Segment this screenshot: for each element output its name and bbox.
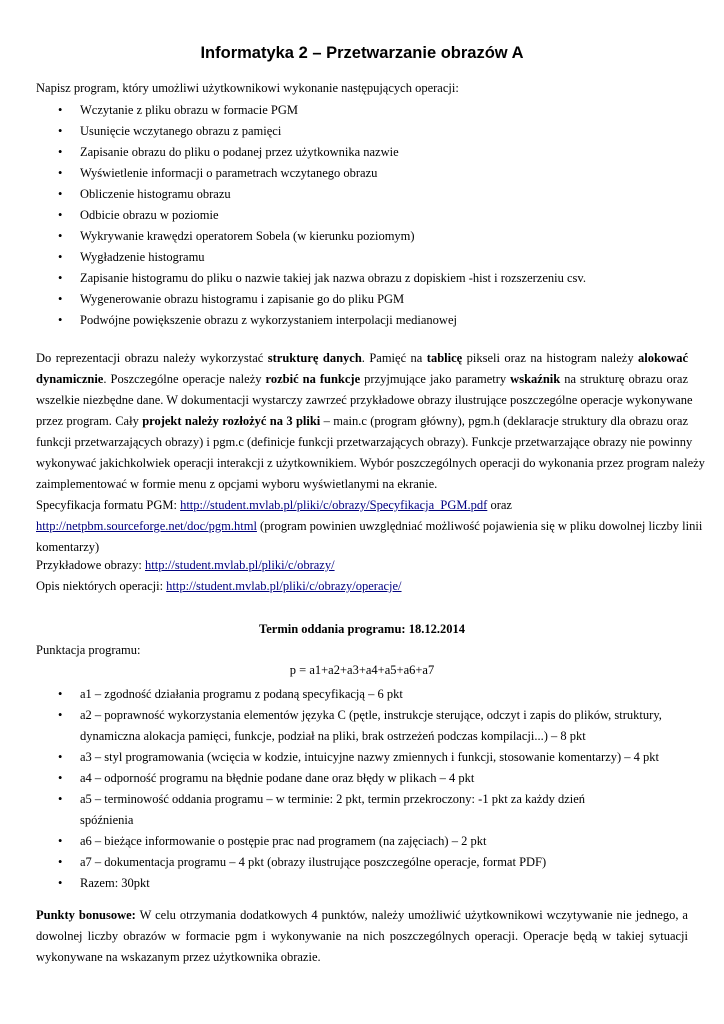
operations-list (36, 100, 688, 331)
scoring-formula: p = a1+a2+a3+a4+a5+a6+a7 (289, 663, 435, 677)
list-item: • a5 – terminowość oddania programu – w terminie: 2 pkt, termin przekroczony: -1 pkt za każdy dzień spóźnienia (58, 792, 586, 827)
intro-text: Napisz program, który umożliwi użytkownikowi wykonanie następujących operacji: (36, 81, 459, 95)
scoring-label: Punktacja programu: (36, 643, 141, 657)
list-item: • Wygenerowanie obrazu histogramu i zapisanie go do pliku PGM (58, 292, 405, 306)
list-item: • a2 – poprawność wykorzystania elementów języka C (pętle, instrukcje sterujące, odczyt i zapis do plików, struktury, dynamiczna alokacja pamięci, funkcje, podział na pliki, brak ostrzeżeń podczas kompilacji...) – 8 pkt (58, 708, 662, 743)
list-item: • Razem: 30pkt (58, 876, 150, 890)
spec-paragraph: Specyfikacja formatu PGM: http://student.mvlab.pl/pliki/c/obrazy/Specyfikacja_PGM.pdf oraz http://netpbm.sourceforge.net/doc/pgm.html (program powinien uwzględniać możliwość pojawienia się w pliku dowolnej liczby linii komentarzy) (36, 498, 703, 554)
bonus-label: Punkty bonusowe: (36, 908, 136, 922)
operations-desc-line: Opis niektórych operacji: http://student.mvlab.pl/pliki/c/obrazy/operacje/ (36, 579, 402, 593)
list-item: • Wygładzenie histogramu (58, 250, 205, 264)
examples-link[interactable]: http://student.mvlab.pl/pliki/c/obrazy/ (145, 558, 335, 572)
list-item: • Obliczenie histogramu obrazu (58, 187, 231, 201)
operations-link[interactable]: http://student.mvlab.pl/pliki/c/obrazy/operacje/ (166, 579, 402, 593)
spec-pdf-link[interactable]: http://student.mvlab.pl/pliki/c/obrazy/Specyfikacja_PGM.pdf (180, 498, 488, 512)
list-item: • a4 – odporność programu na błędnie podane dane oraz błędy w plikach – 4 pkt (58, 771, 475, 785)
list-item: • Podwójne powiększenie obrazu z wykorzystaniem interpolacji medianowej (58, 313, 457, 327)
examples-line: Przykładowe obrazy: http://student.mvlab.pl/pliki/c/obrazy/ (36, 558, 335, 572)
requirements-paragraph: Do reprezentacji obrazu należy wykorzystać strukturę danych. Pamięć na tablicę pikseli oraz na histogram należy alokować dynamicznie. Poszczególne operacje należy rozbić na funkcje przyjmujące jako parametry wskaźnik na strukturę obrazu oraz wszelkie niezbędne dane. W dokumentacji wystarczy zawrzeć przykładowe obrazy ilustrujące poszczególne operacje wykonywane przez program. Cały projekt należy rozłożyć na 3 pliki – main.c (program główny), pgm.h (deklaracje struktury dla obrazu oraz funkcji przetwarzających obrazy) i pgm.c (definicje funkcji przetwarzających obrazy). Funkcje przetwarzające obrazy nie powinny wykonywać jakichkolwiek operacji interakcji z użytkownikiem. Wybór poszczególnych operacji do wykonania przez program należy zaimplementować w formie menu z opcjami wyboru wyświetlanymi na ekranie. (36, 351, 705, 491)
list-item: • a1 – zgodność działania programu z podaną specyfikacją – 6 pkt (58, 687, 403, 701)
list-item: • Wyświetlenie informacji o parametrach wczytanego obrazu (58, 166, 378, 180)
netpbm-link[interactable]: http://netpbm.sourceforge.net/doc/pgm.html (36, 519, 257, 533)
list-item: • a7 – dokumentacja programu – 4 pkt (obrazy ilustrujące poszczególne operacje, format PDF) (58, 855, 547, 869)
list-item: • Zapisanie obrazu do pliku o podanej przez użytkownika nazwie (58, 145, 399, 159)
list-item: • Wczytanie z pliku obrazu w formacie PGM (58, 103, 298, 117)
bonus-paragraph: Punkty bonusowe: W celu otrzymania dodatkowych 4 punktów, należy umożliwić użytkownikowi wczytywanie nie jednego, a dowolnej liczby obrazów w formacie pgm i wykonywanie na nich poszczególnych operacji. Operacje będą w takiej sytuacji wykonywane na wskazanym przez użytkownika obrazie. (36, 908, 688, 964)
document-title: Informatyka 2 – Przetwarzanie obrazów A (200, 44, 524, 62)
scoring-list (36, 684, 688, 894)
list-item: • Odbicie obrazu w poziomie (58, 208, 219, 222)
list-item: • a3 – styl programowania (wcięcia w kodzie, intuicyjne nazwy zmiennych i funkcji, stosowanie komentarzy) – 4 pkt (58, 750, 659, 764)
list-item: • Zapisanie histogramu do pliku o nazwie takiej jak nazwa obrazu z dopiskiem -hist i rozszerzeniu csv. (58, 271, 586, 285)
list-item: • a6 – bieżące informowanie o postępie prac nad programem (na zajęciach) – 2 pkt (58, 834, 487, 848)
list-item: • Usunięcie wczytanego obrazu z pamięci (58, 124, 282, 138)
list-item: • Wykrywanie krawędzi operatorem Sobela (w kierunku poziomym) (58, 229, 415, 243)
deadline-heading: Termin oddania programu: 18.12.2014 (259, 622, 465, 636)
